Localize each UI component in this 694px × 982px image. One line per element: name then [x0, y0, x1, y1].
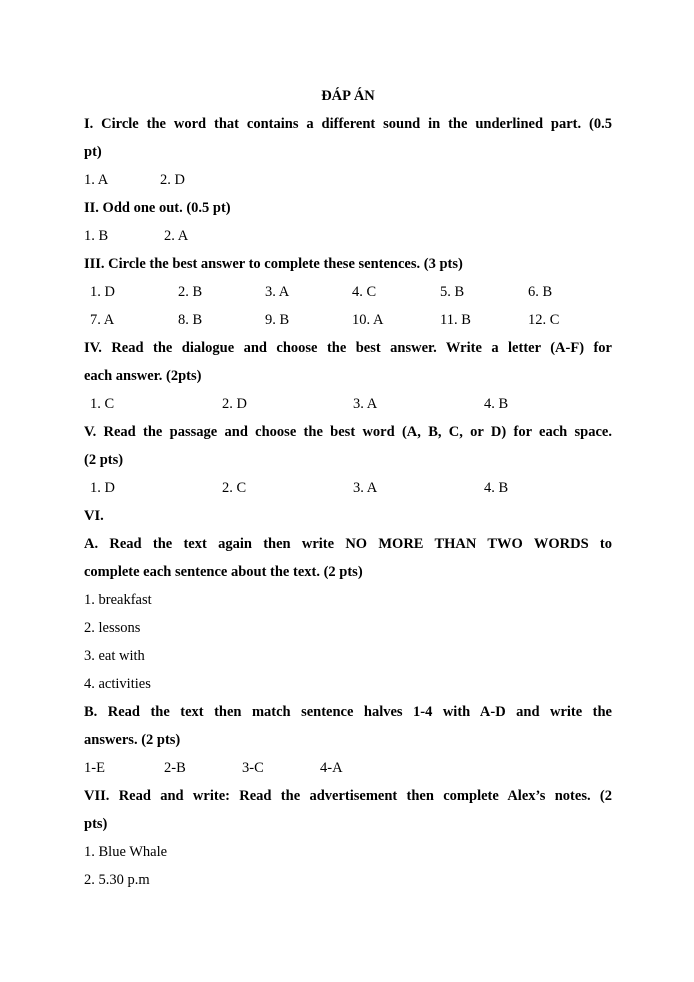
answer-item: 2. D — [160, 172, 185, 188]
answer-item: 1. C — [90, 396, 115, 412]
answer-item: 4-A — [320, 760, 343, 776]
answer-item: 2. B — [178, 284, 203, 300]
section-4-heading-cont: each answer. (2pts) — [84, 368, 202, 384]
list-item: 2. 5.30 p.m — [84, 872, 150, 888]
section-2-answers — [84, 222, 612, 250]
answer-item: 2. C — [222, 480, 247, 496]
answer-item: 3. A — [353, 396, 378, 412]
section-6b-heading: B. Read the text then match sentence halves 1-4 with A-D and write the — [84, 704, 612, 720]
section-3-answers-row-2 — [84, 306, 612, 334]
answer-item: 11. B — [440, 312, 471, 328]
answer-item: 3. A — [265, 284, 290, 300]
answer-item: 2-B — [164, 760, 186, 776]
section-6b-answers — [84, 754, 612, 782]
answer-item: 2. A — [164, 228, 189, 244]
answer-item: 1. D — [90, 480, 115, 496]
answer-item: 3-C — [242, 760, 264, 776]
list-item: 4. activities — [84, 676, 151, 692]
answer-item: 5. B — [440, 284, 465, 300]
answer-item: 9. B — [265, 312, 290, 328]
answer-item: 1. B — [84, 228, 109, 244]
answer-item: 4. C — [352, 284, 377, 300]
section-7-heading: VII. Read and write: Read the advertisement then complete Alex’s notes. (2 — [84, 788, 612, 804]
answer-item: 1. D — [90, 284, 115, 300]
section-1-answers — [84, 166, 612, 194]
list-item: 2. lessons — [84, 620, 141, 636]
section-5-heading: V. Read the passage and choose the best word (A, B, C, or D) for each space. — [84, 424, 612, 440]
section-2-heading: II. Odd one out. (0.5 pt) — [84, 200, 231, 216]
answer-item: 2. D — [222, 396, 247, 412]
answer-item: 6. B — [528, 284, 553, 300]
section-7-heading-cont: pts) — [84, 816, 108, 832]
answer-item: 1-E — [84, 760, 105, 776]
section-6-heading: VI. — [84, 508, 104, 524]
section-4-heading: IV. Read the dialogue and choose the best answer. Write a letter (A-F) for — [84, 340, 612, 356]
answer-item: 10. A — [352, 312, 384, 328]
page-title: ĐÁP ÁN — [321, 88, 375, 104]
section-1-heading: I. Circle the word that contains a different sound in the underlined part. (0.5 — [84, 116, 612, 132]
answer-item: 3. A — [353, 480, 378, 496]
section-6b-heading-cont: answers. (2 pts) — [84, 732, 181, 748]
answer-item: 1. A — [84, 172, 109, 188]
answer-item: 4. B — [484, 396, 509, 412]
section-4-answers — [84, 390, 612, 418]
answer-item: 8. B — [178, 312, 203, 328]
list-item: 1. breakfast — [84, 592, 152, 608]
section-3-answers-row-1 — [84, 278, 612, 306]
section-6a-heading: A. Read the text again then write NO MORE THAN TWO WORDS to — [84, 536, 612, 552]
answer-item: 12. C — [528, 312, 560, 328]
section-3-heading: III. Circle the best answer to complete these sentences. (3 pts) — [84, 256, 463, 272]
list-item: 1. Blue Whale — [84, 844, 168, 860]
section-5-heading-cont: (2 pts) — [84, 452, 124, 468]
section-5-answers — [84, 474, 612, 502]
answer-item: 7. A — [90, 312, 115, 328]
answer-key-document — [84, 82, 612, 894]
section-1-heading-cont: pt) — [84, 144, 102, 160]
section-6a-heading-cont: complete each sentence about the text. (2 pts) — [84, 564, 363, 580]
answer-item: 4. B — [484, 480, 509, 496]
list-item: 3. eat with — [84, 648, 145, 664]
